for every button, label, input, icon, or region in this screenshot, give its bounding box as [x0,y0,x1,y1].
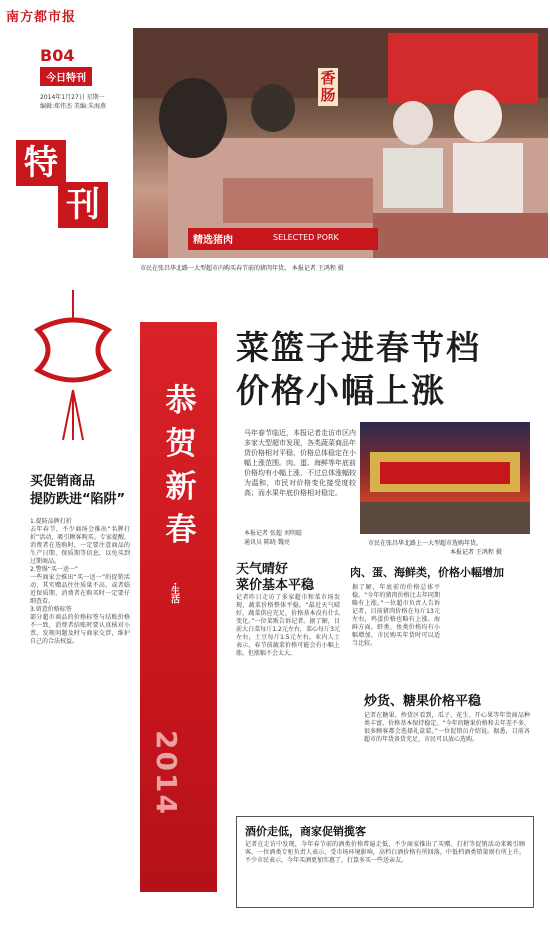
top-photo [133,28,548,258]
left-para-5: 3.留意价格标签 [30,606,72,613]
meat-body: 据了解，年底前的价格总体平稳。“今年的猪肉价格比去年同期略有上涨。”一位超市负责人告诉记者，目前猪肉价格在每斤13元左右，鸡蛋价格也略有上涨。海鲜方面，虾类、鱼类价格均有小幅增加，市民购买年货时可以适当比较。 [352,584,440,647]
left-para-3: 2.警惕“买一送一” [30,566,78,573]
fruit-body: 记者在糖果、炒货区看到，瓜子、花生、开心果等年货商品种类丰富，价格基本保持稳定。“今年的糖果价格和去年差不多，很多顾客都会选择礼盒装。”一位促销员介绍说。据悉，目前各超市的年货备货充足，市民可以放心选购。 [364,712,530,743]
meat-title: 肉、蛋、海鲜类，价格小幅增加 [350,566,504,579]
left-para-2: 去年春节，不少商场会推出“名牌打折”活动，吸引顾客购买。专家提醒，消费者在选购时，一定要注意商品的生产日期、保质期等信息，以免买到过期商品。 [30,526,130,565]
sign-selected-pork-en: SELECTED PORK [273,233,339,242]
supermarket-illustration [360,422,530,534]
left-para-1: 1.提防品牌打折 [30,518,72,525]
second-photo [360,422,530,534]
veg-title-1: 天气晴好 [236,562,289,577]
headline-line-1: 菜篮子进春节档 [236,328,481,367]
section-tag: 今日特刊 [40,67,92,86]
left-article-title-1: 买促销商品 [30,474,96,489]
headline-line-2: 价格小幅上涨 [236,371,446,410]
page-number: B04 [40,46,75,65]
left-para-6: 部分超市商品的价格标签与结账价格不一致，消费者结账时要认真核对小票，发现问题及时与商家交涉，维护自己的合法权益。 [30,614,130,645]
veg-body: 记者昨日走访了多家超市和菜市场发现，蔬菜价格整体平稳。“最近天气晴好，蔬菜供应充足，价格基本没有什么变化。”一位菜贩告诉记者。据了解，目前大白菜每斤1.2元左右，菜心每斤3元左右，土豆每斤1.5元左右。业内人士表示，春节前蔬菜价格可能会有小幅上涨，但涨幅不会太大。 [236,594,340,657]
masthead-logo: 南方都市报 [6,10,77,25]
wine-price-box [236,816,534,908]
badge-char-te: 特 [16,140,66,186]
festive-char-2: 贺 [165,426,197,462]
festive-char-3: 新 [165,469,197,505]
chinese-knot-ornament [18,290,128,440]
festive-char-4: 春 [165,512,197,548]
date-line: 2014年1月27日 星期一 [40,94,105,101]
left-article-body [30,518,130,646]
byline-2: 通讯员 陈晓 魏亮 [244,539,290,546]
editor-line: 编辑:郑伟杰 美编:朱海燕 [40,103,106,110]
sign-sausage: 香肠 [318,68,338,106]
left-article-title-2: 提防跌进“陷阱” [30,492,126,507]
wine-box-title: 酒价走低，商家促销揽客 [245,825,366,838]
wine-box-body: 记者在走访中发现，今年春节前的酒类价格普遍走低，不少商家推出了买赠、打折等促销活动来吸引顾客。一位酒类专柜负责人表示，受市场环境影响，高档白酒价格有所回落，中低档酒类销量则有所上升。不少市民表示，今年买酒更加实惠了，打算多买一些送亲友。 [245,841,525,864]
festive-sub: ·生活 [169,582,179,604]
second-photo-caption: 市民在张昌华北路上一大型超市选购年货。 [368,540,483,547]
festive-year: 2014 [150,730,183,816]
second-photo-credit: 本报记者 王鸿程 摄 [450,549,502,556]
lead-paragraph: 马年春节临近，本报记者走访市区内多家大型超市发现，各类蔬菜商品年货价格相对平稳，价格总体稳定在小幅上涨范围。肉、蛋、海鲜等年底前价格均有小幅上涨，不过总体涨幅较为温和，市民对价格变化接受度较高；而水果年底价格相对稳定。 [244,429,356,497]
veg-title-2: 菜价基本平稳 [236,578,315,593]
badge-char-kan: 刊 [58,182,108,228]
festive-char-1: 恭 [165,383,197,419]
market-scene-illustration [133,28,548,258]
fruit-title: 炒货、糖果价格平稳 [364,694,482,709]
byline-1: 本报记者 张超 刘明聪 [244,530,302,537]
sign-selected-pork-cn: 精选猪肉 [193,235,233,246]
left-para-4: 一些商家会推出“买一送一”的促销活动，其实赠品往往质量不高，或者临近保质期，消费者在购买时一定要仔细查看。 [30,574,130,605]
top-photo-caption: 市民在张昌华北路一大型超市内购买春节前的猪肉年货。 本报记者 王鸿程 摄 [140,265,344,272]
special-badge [8,140,118,232]
